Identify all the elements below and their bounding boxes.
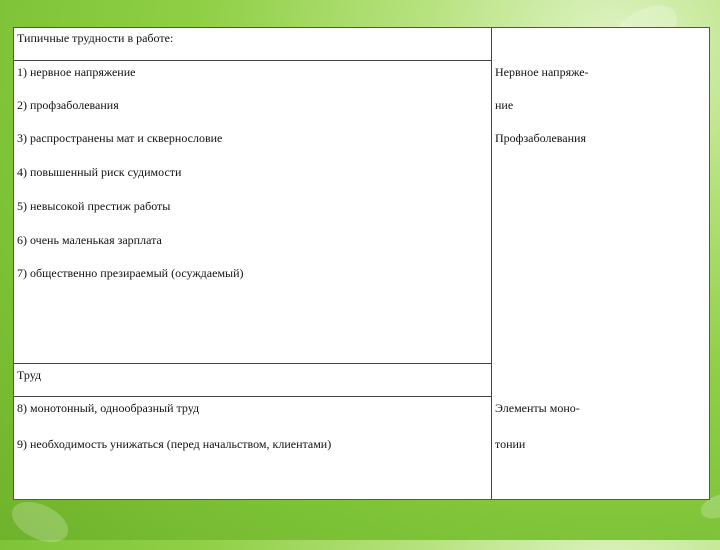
category-label: ние xyxy=(495,98,514,112)
background-leaf xyxy=(6,494,75,550)
difficulties-table xyxy=(13,27,710,500)
list-item: 6) очень маленькая зарплата xyxy=(17,233,162,247)
category-label: Нервное напряже- xyxy=(495,65,589,79)
list-item: 4) повышенный риск судимости xyxy=(17,165,182,179)
list-item: 3) распространены мат и сквернословие xyxy=(17,131,223,145)
list-item: 5) невысокой престиж работы xyxy=(17,199,171,213)
table-header-difficulties: Типичные трудности в работе: xyxy=(17,31,174,45)
table-header-labor: Труд xyxy=(17,368,42,382)
row-divider xyxy=(14,60,491,61)
category-label: тонии xyxy=(495,437,526,451)
column-divider xyxy=(491,28,492,499)
row-divider xyxy=(14,363,491,364)
category-label: Элементы моно- xyxy=(495,401,580,415)
list-item: 2) профзаболевания xyxy=(17,98,119,112)
category-label: Профзаболевания xyxy=(495,131,586,145)
list-item: 7) общественно презираемый (осуждаемый) xyxy=(17,266,244,280)
list-item: 1) нервное напряжение xyxy=(17,65,136,79)
row-divider xyxy=(14,396,491,397)
list-item: 9) необходимость унижаться (перед начальством, клиентами) xyxy=(17,437,332,451)
list-item: 8) монотонный, однообразный труд xyxy=(17,401,200,415)
